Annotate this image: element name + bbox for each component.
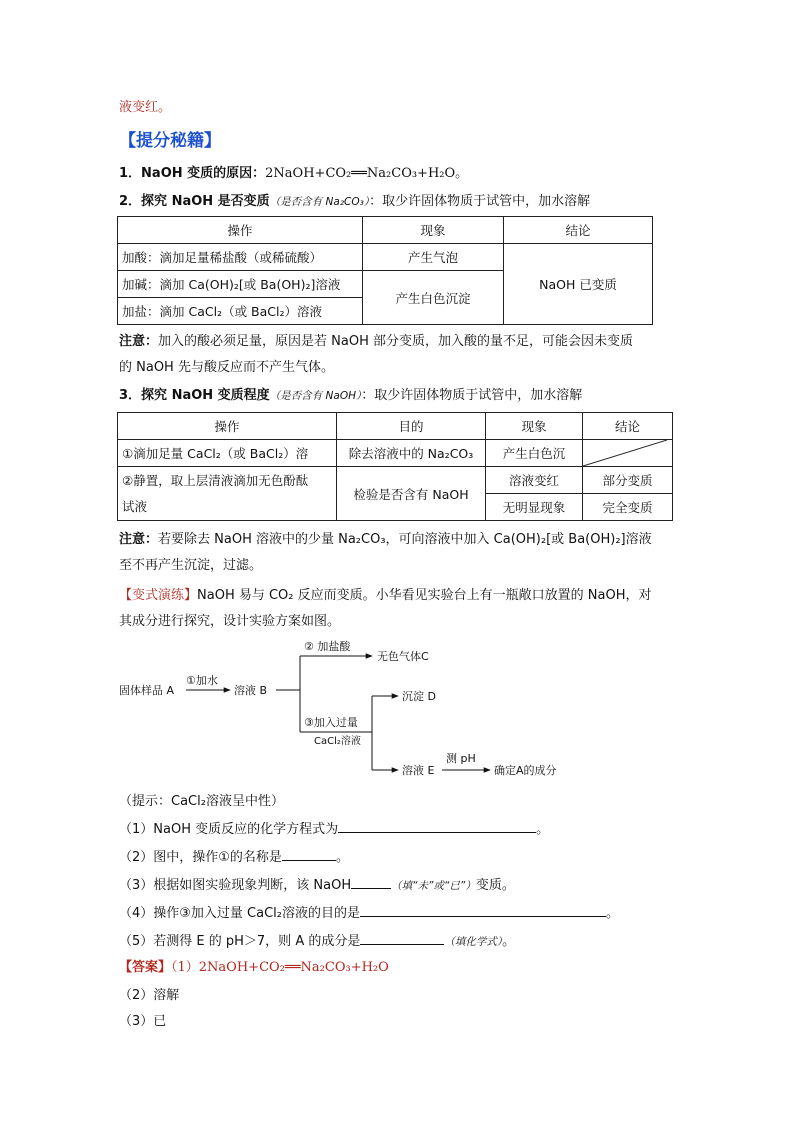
table1-phen-precipitate: 产生白色沉淀 (363, 271, 504, 325)
flow-solution-e: 溶液 E (402, 764, 435, 777)
point-3-text: ：取少许固体物质于试管中，加水溶解 (361, 388, 583, 403)
table2-op-2-line-1: ②静置，取上层清液滴加无色酚酞 (122, 472, 309, 488)
table1-phen-bubbles: 产生气泡 (363, 244, 504, 271)
table2-concl-3: 完全变质 (583, 494, 673, 521)
section-heading: 【提分秘籍】 (119, 131, 221, 151)
note-1-line-1 (119, 330, 633, 349)
question-5-end: 。 (502, 934, 516, 949)
flow-result: 确定A的成分 (494, 764, 557, 777)
question-1-end: 。 (536, 822, 550, 837)
note-2-text: 若要除去 NaOH 溶液中的少量 Na₂CO₃，可向溶液中加入 Ca(OH)₂[或 Ba(OH)₂]溶液 (158, 532, 652, 547)
table2-header-concl: 结论 (583, 413, 673, 440)
table2-purpose-1: 除去溶液中的 Na₂CO₃ (337, 440, 486, 467)
point-3-label: 3．探究 NaOH 变质程度 (119, 388, 270, 403)
flow-step-2: ② 加盐酸 (304, 640, 351, 653)
question-5-text: （5）若测得 E 的 pH＞7，则 A 的成分是 (119, 934, 361, 949)
flow-sample: 固体样品 A (119, 684, 175, 697)
question-2 (119, 846, 349, 865)
point-2-text: ：取少许固体物质于试管中，加水溶解 (369, 194, 591, 209)
table-change-check (117, 216, 653, 325)
question-4 (119, 902, 619, 921)
question-2-blank[interactable] (282, 848, 336, 861)
note-2-line-2: 至不再产生沉淀，过滤。 (119, 558, 263, 573)
point-1-equation: 2NaOH+CO₂══Na₂CO₃+H₂O。 (265, 166, 469, 181)
answer-3: （3）已 (119, 1014, 167, 1029)
table2-header-purpose: 目的 (337, 413, 486, 440)
exercise-line-2: 其成分进行探究，设计实验方案如图。 (119, 614, 341, 629)
table2-op-1: ①滴加足量 CaCl₂（或 BaCl₂）溶 (118, 440, 337, 467)
question-3 (119, 874, 515, 893)
question-3-text: （3）根据如图实验现象判断，该 NaOH (119, 878, 352, 893)
table1-op-salt: 加盐：滴加 CaCl₂（或 BaCl₂）溶液 (118, 298, 363, 325)
table1-op-acid: 加酸：滴加足量稀盐酸（或稀硫酸） (118, 244, 363, 271)
answer-2: （2）溶解 (119, 988, 180, 1003)
note-1-label: 注意： (119, 334, 159, 349)
table1-conclusion: NaOH 已变质 (504, 244, 653, 325)
hint: （提示：CaCl₂溶液呈中性） (119, 794, 284, 809)
exercise-label: 【变式演练】 (119, 588, 198, 603)
table2-purpose-2: 检验是否含有 NaOH (337, 467, 486, 521)
question-5 (119, 930, 515, 949)
table2-op-2-line-2: 试液 (122, 498, 148, 514)
point-2-note: （是否含有 Na₂CO₃） (269, 196, 370, 208)
question-4-blank[interactable] (360, 904, 606, 917)
note-2-line-1 (119, 528, 652, 547)
question-3-note: （填“未”或“已”） (391, 880, 476, 892)
table2-header-phen: 现象 (486, 413, 583, 440)
table1-op-base: 加碱：滴加 Ca(OH)₂[或 Ba(OH)₂]溶液 (118, 271, 363, 298)
question-5-blank[interactable] (360, 932, 444, 945)
point-2 (119, 190, 590, 209)
point-1 (119, 162, 468, 181)
question-4-text: （4）操作③加入过量 CaCl₂溶液的目的是 (119, 906, 361, 921)
flow-step-1: ①加水 (186, 674, 218, 687)
table2-concl-2: 部分变质 (583, 467, 673, 494)
table2-phen-3: 无明显现象 (486, 494, 583, 521)
point-2-label: 2．探究 NaOH 是否变质 (119, 194, 270, 209)
note-1-line-2: 的 NaOH 先与酸反应而不产生气体。 (119, 360, 334, 375)
question-3-blank[interactable] (351, 876, 391, 889)
answer-1 (119, 956, 389, 975)
point-3 (119, 384, 582, 403)
question-2-text: （2）图中，操作①的名称是 (119, 850, 282, 865)
point-3-note: （是否含有 NaOH） (269, 390, 362, 402)
question-4-end: 。 (606, 906, 620, 921)
flow-ph-label: 测 pH (446, 752, 476, 765)
flow-precipitate-d: 沉淀 D (402, 690, 436, 703)
exercise-text: NaOH 易与 CO₂ 反应而变质。小华看见实验台上有一瓶敞口放置的 NaOH，对 (197, 588, 652, 603)
note-1-text: 加入的酸必须足量，原因是若 NaOH 部分变质，加入酸的量不足，可能会因未变质 (158, 334, 633, 349)
table1-header-phen: 现象 (363, 217, 504, 244)
table2-header-op: 操作 (118, 413, 337, 440)
exercise-line-1 (119, 584, 651, 603)
table-degree-check (117, 412, 673, 521)
table2-phen-2: 溶液变红 (486, 467, 583, 494)
table2-concl-1-diagonal (583, 440, 673, 467)
question-2-end: 。 (335, 850, 349, 865)
question-1-text: （1）NaOH 变质反应的化学方程式为 (119, 822, 339, 837)
flow-gas-c: 无色气体C (377, 650, 429, 663)
note-2-label: 注意： (119, 532, 159, 547)
flow-diagram (0, 630, 794, 786)
point-1-label: 1．NaOH 变质的原因： (119, 166, 266, 181)
table2-phen-1: 产生白色沉 (486, 440, 583, 467)
table1-header-concl: 结论 (504, 217, 653, 244)
question-1 (119, 818, 549, 837)
question-5-note: （填化学式） (444, 936, 503, 948)
flow-solution-b: 溶液 B (234, 684, 268, 697)
diagonal-line (583, 440, 667, 466)
question-1-blank[interactable] (338, 820, 536, 833)
answer-1-text: （1）2NaOH+CO₂══Na₂CO₃+H₂O (171, 960, 389, 975)
top-line: 液变红。 (119, 100, 172, 115)
flow-step-3: ③加入过量 (304, 716, 358, 729)
question-3-end: 变质。 (475, 878, 515, 893)
table1-header-op: 操作 (118, 217, 363, 244)
flow-step-3b: CaCl₂溶液 (314, 736, 361, 747)
table2-op-2 (118, 467, 337, 521)
answer-label: 【答案】 (119, 960, 172, 975)
